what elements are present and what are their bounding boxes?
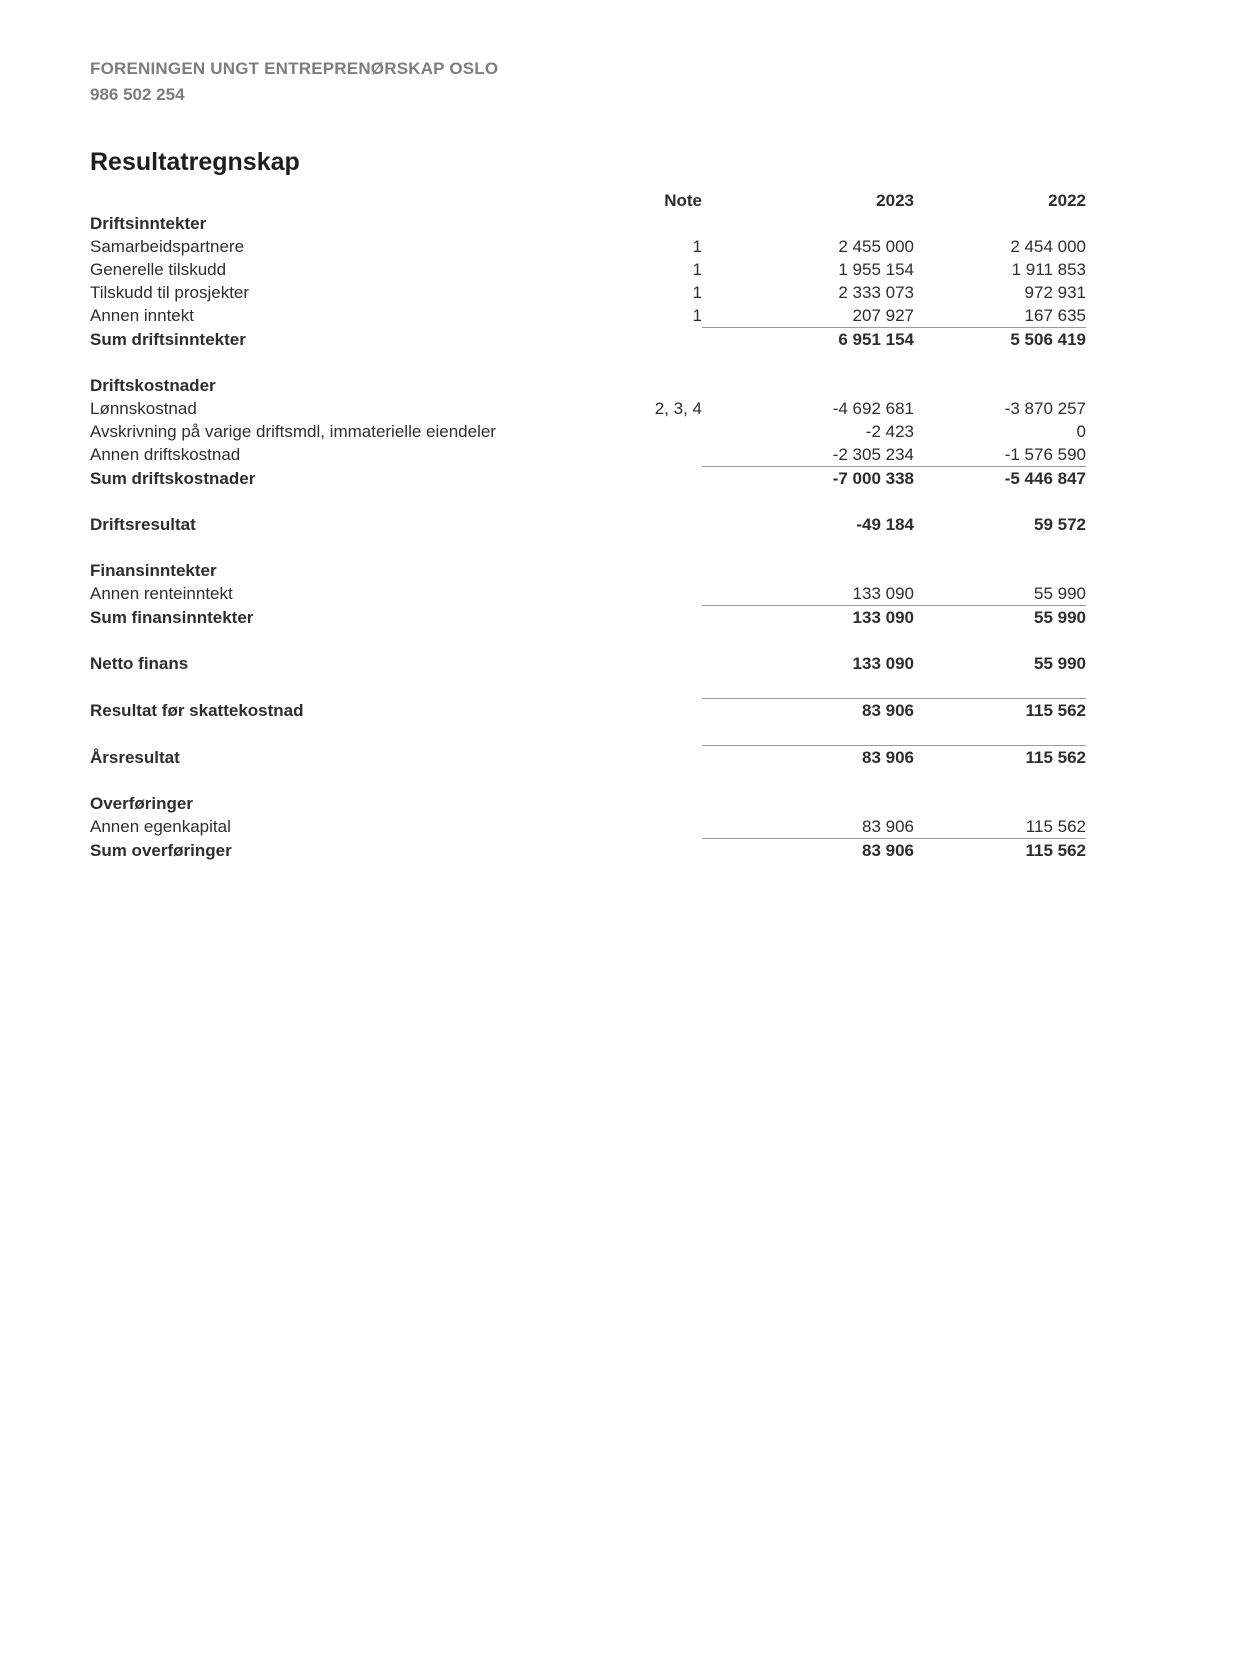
row-value-2022: 2 454 000 [1010, 237, 1086, 256]
row-value-2023: 83 906 [862, 817, 914, 836]
row-value-2023: 133 090 [702, 605, 914, 629]
row-value-2022: 972 931 [1024, 283, 1086, 302]
table-row [90, 466, 1086, 490]
table-row [90, 513, 1086, 536]
spacer-row [90, 722, 1086, 745]
row-label: Generelle tilskudd [90, 260, 227, 279]
row-value-2023: 83 906 [702, 838, 914, 862]
column-header-note: Note [664, 191, 702, 210]
table-row [90, 281, 1086, 304]
row-label: Sum driftsinntekter [90, 330, 246, 349]
row-value-2022: 55 990 [914, 605, 1086, 629]
row-value-2022: 167 635 [1024, 306, 1086, 325]
row-value-2022: 0 [1076, 422, 1086, 441]
table-row [90, 605, 1086, 629]
row-value-2023: 83 906 [702, 698, 914, 722]
row-note: 1 [692, 260, 702, 279]
row-value-2022: -1 576 590 [1004, 445, 1086, 464]
row-label: Annen egenkapital [90, 817, 231, 836]
row-label: Overføringer [90, 794, 193, 813]
table-row [90, 838, 1086, 862]
row-value-2023: -4 692 681 [832, 399, 914, 418]
row-label: Samarbeidspartnere [90, 237, 245, 256]
row-value-2023: -2 305 234 [832, 445, 914, 464]
row-value-2023: -49 184 [856, 515, 914, 534]
column-header-2022: 2022 [1048, 191, 1086, 210]
spacer-row [90, 351, 1086, 374]
company-name: FORENINGEN UNGT ENTREPRENØRSKAP OSLO [90, 59, 499, 78]
row-note: 1 [692, 283, 702, 302]
row-label: Avskrivning på varige driftsmdl, immaterielle eiendeler [90, 422, 496, 441]
row-value-2023: 6 951 154 [702, 327, 914, 351]
spacer-row [90, 629, 1086, 652]
row-value-2023: 83 906 [702, 745, 914, 769]
table-row [90, 792, 1086, 815]
row-value-2022: 59 572 [1034, 515, 1086, 534]
table-row [90, 745, 1086, 769]
table-row [90, 397, 1086, 420]
org-number: 986 502 254 [90, 85, 185, 104]
spacer-row [90, 536, 1086, 559]
table-row [90, 582, 1086, 605]
row-value-2022: 5 506 419 [914, 327, 1086, 351]
row-value-2022: 55 990 [1034, 584, 1086, 603]
row-note: 2, 3, 4 [654, 399, 702, 418]
row-value-2023: 207 927 [852, 306, 914, 325]
spacer-row [90, 675, 1086, 698]
row-label: Finansinntekter [90, 561, 217, 580]
table-row [90, 327, 1086, 351]
column-header-2023: 2023 [876, 191, 914, 210]
row-label: Driftsresultat [90, 515, 196, 534]
table-row [90, 420, 1086, 443]
row-label: Driftskostnader [90, 376, 216, 395]
column-header-row [90, 189, 1086, 212]
row-value-2022: 1 911 853 [1011, 260, 1086, 279]
row-note: 1 [692, 237, 702, 256]
table-body [90, 212, 1086, 862]
row-value-2023: 133 090 [852, 584, 914, 603]
row-label: Sum overføringer [90, 841, 232, 860]
income-statement-table [90, 189, 1086, 862]
row-value-2023: -7 000 338 [702, 466, 914, 490]
table-row [90, 374, 1086, 397]
table-row [90, 559, 1086, 582]
row-value-2022: 55 990 [1034, 654, 1086, 673]
row-value-2022: -3 870 257 [1004, 399, 1086, 418]
row-label: Resultat før skattekostnad [90, 701, 304, 720]
table-row [90, 304, 1086, 327]
table-row [90, 698, 1086, 722]
table-row [90, 443, 1086, 466]
row-value-2023: 133 090 [852, 654, 914, 673]
row-value-2022: 115 562 [914, 745, 1086, 769]
spacer-row [90, 490, 1086, 513]
row-value-2022: 115 562 [914, 838, 1086, 862]
table-row [90, 258, 1086, 281]
spacer-row [90, 769, 1086, 792]
row-label: Driftsinntekter [90, 214, 207, 233]
table-row [90, 212, 1086, 235]
table-row [90, 652, 1086, 675]
row-label: Annen driftskostnad [90, 445, 241, 464]
row-value-2023: -2 423 [865, 422, 914, 441]
table-row [90, 815, 1086, 838]
row-value-2022: 115 562 [1025, 817, 1086, 836]
row-value-2022: -5 446 847 [914, 466, 1086, 490]
row-label: Annen renteinntekt [90, 584, 233, 603]
row-value-2023: 2 333 073 [838, 283, 914, 302]
row-value-2023: 1 955 154 [838, 260, 914, 279]
document-content [90, 58, 1086, 862]
row-note: 1 [692, 306, 702, 325]
row-label: Annen inntekt [90, 306, 194, 325]
page-title: Resultatregnskap [90, 148, 300, 176]
row-label: Netto finans [90, 654, 189, 673]
row-label: Tilskudd til prosjekter [90, 283, 250, 302]
row-label: Sum driftskostnader [90, 469, 256, 488]
row-value-2023: 2 455 000 [838, 237, 914, 256]
table-row [90, 235, 1086, 258]
row-label: Årsresultat [90, 748, 180, 767]
row-value-2022: 115 562 [914, 698, 1086, 722]
row-label: Sum finansinntekter [90, 608, 254, 627]
row-label: Lønnskostnad [90, 399, 197, 418]
